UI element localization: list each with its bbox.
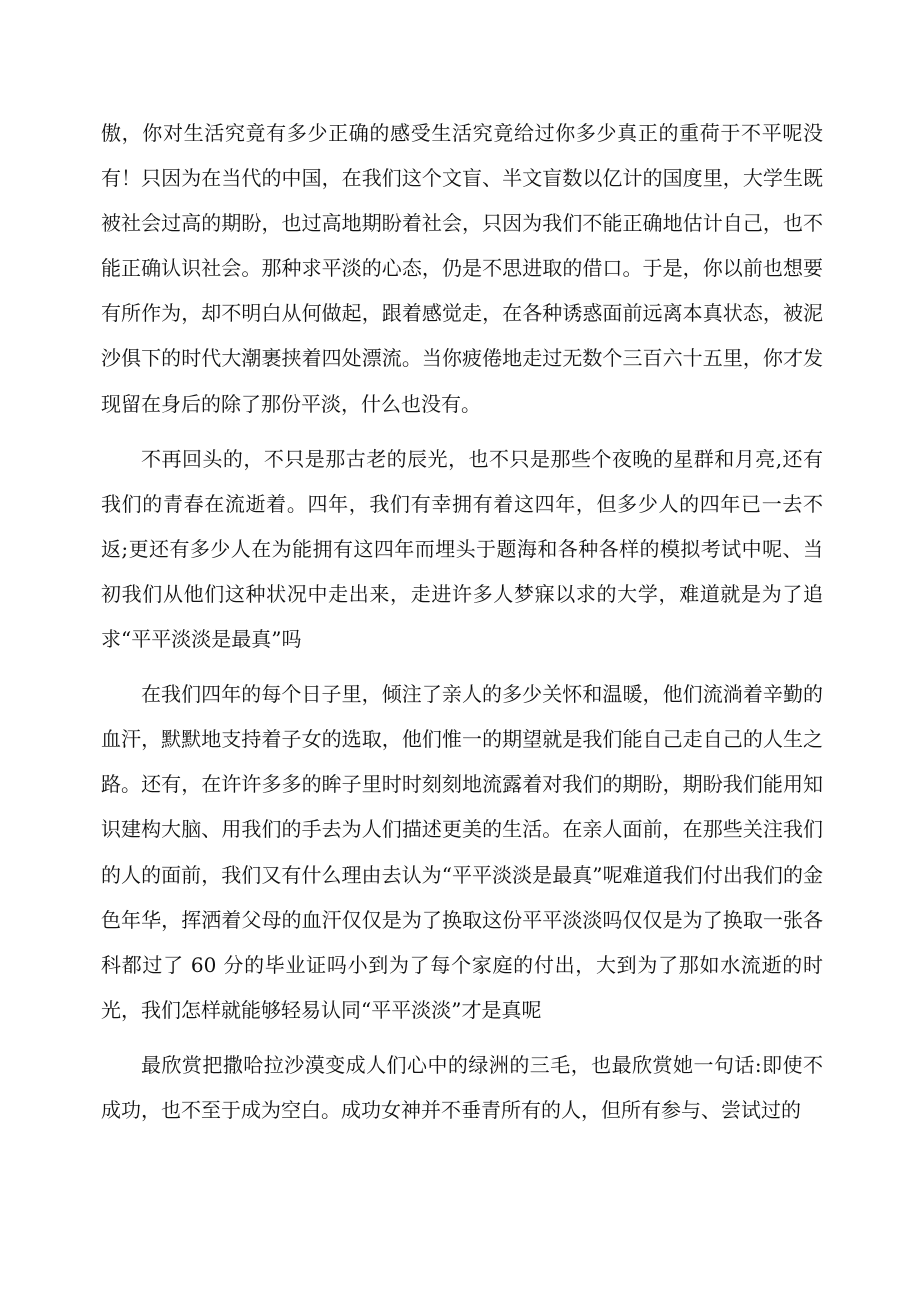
paragraph-1: 傲，你对生活究竟有多少正确的感受生活究竟给过你多少真正的重荷于不平呢没有！只因为在当代的中国，在我们这个文盲、半文盲数以亿计的国度里，大学生既被社会过高的期盼，也过高地期盼着社会，只因为我们不能正确地估计自己，也不能正确认识社会。那种求平淡的心态，仍是不思进取的借口。于是，你以前也想要有所作为，却不明白从何做起，跟着感觉走，在各种诱惑面前远离本真状态，被泥沙俱下的时代大潮裹挟着四处漂流。当你疲倦地走过无数个三百六十五里，你才发现留在身后的除了那份平淡，什么也没有。 — [101, 121, 823, 416]
paragraph-3: 在我们四年的每个日子里，倾注了亲人的多少关怀和温暖，他们流淌着辛勤的血汗，默默地支持着子女的选取，他们惟一的期望就是我们能自己走自己的人生之路。还有，在许许多多的眸子里时时刻刻地流露着对我们的期盼，期盼我们能用知识建构大脑、用我们的手去为人们描述更美的生活。在亲人面前，在那些关注我们的人的面前，我们又有什么理由去认为“平平淡淡是最真”呢难道我们付出我们的金色年华，挥洒着父母的血汗仅仅是为了换取这份平平淡淡吗仅仅是为了换取一张各科都过了 60 分的毕业证吗小到为了每个家庭的付出，大到为了那如水流逝的时光，我们怎样就能够轻易认同“平平淡淡”才是真呢 — [101, 682, 823, 1022]
document-body — [101, 111, 823, 1133]
paragraph-4: 最欣赏把撒哈拉沙漠变成人们心中的绿洲的三毛，也最欣赏她一句话:即使不成功，也不至于成为空白。成功女神并不垂青所有的人，但所有参与、尝试过的 — [101, 1052, 823, 1122]
paragraph-2: 不再回头的，不只是那古老的辰光，也不只是那些个夜晚的星群和月亮,还有我们的青春在流逝着。四年，我们有幸拥有着这四年，但多少人的四年已一去不返;更还有多少人在为能拥有这四年而埋头于题海和各种各样的模拟考试中呢、当初我们从他们这种状况中走出来，走进许多人梦寐以求的大学，难道就是为了追求“平平淡淡是最真”吗 — [101, 446, 823, 652]
